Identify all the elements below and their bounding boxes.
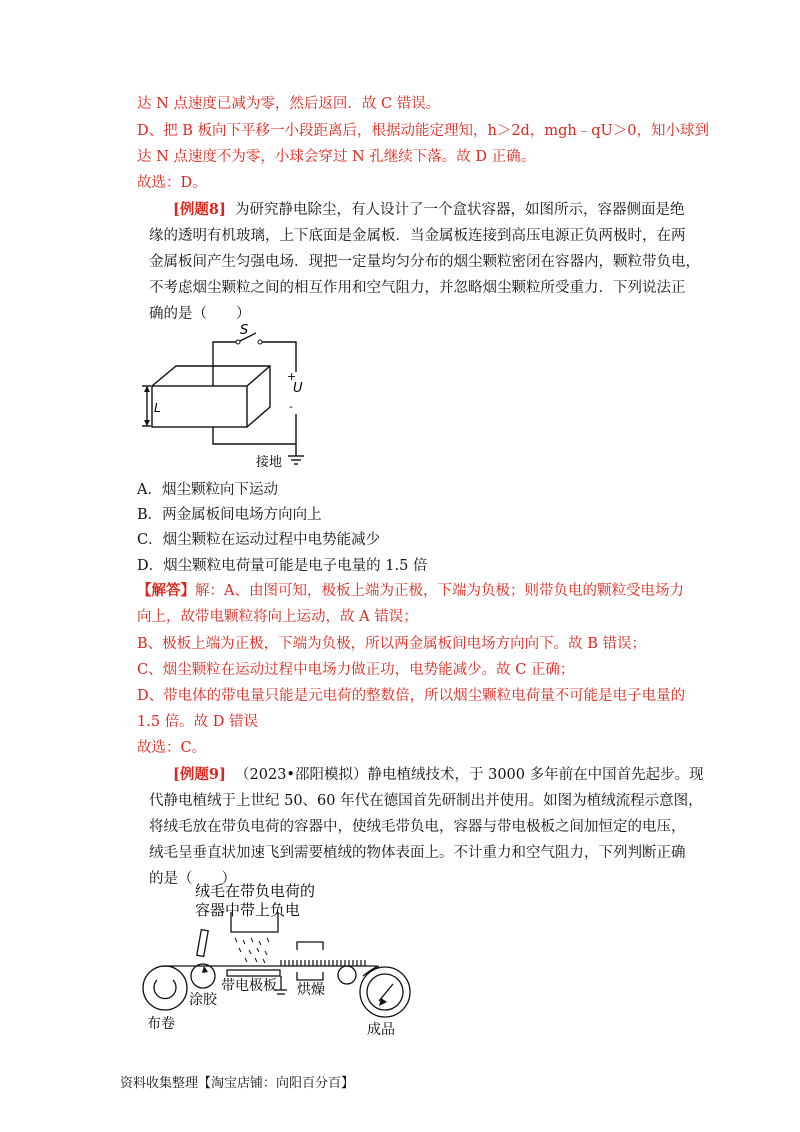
example-8-line: 缘的透明有机玻璃，上下底面是金属板．当金属板连接到高压电源正负两极时，在两 (149, 228, 686, 244)
page-footer: 资料收集整理【淘宝店铺：向阳百分百】 (120, 1076, 355, 1091)
text-line: D、把 B 板向下平移一小段距离后，根据动能定理知，h＞2d，mgh﹣qU＞0，知小球到 (137, 123, 709, 139)
option-c: C．烟尘颗粒在运动过程中电势能减少 (137, 532, 381, 548)
voltage-label: U (293, 381, 303, 396)
answer-line: 故选：D。 (137, 175, 207, 191)
example-9-tag: [例题9] (173, 766, 226, 783)
length-label: L (154, 401, 161, 415)
solution-line: B、极板上端为正极，下端为负极，所以两金属板间电场方向向下。故 B 错误； (137, 636, 647, 652)
example-8-line: 不考虑烟尘颗粒之间的相互作用和空气阻力，并忽略烟尘颗粒所受重力．下列说法正 (149, 280, 686, 296)
example-9-line: 将绒毛放在带负电荷的容器中，使绒毛带负电，容器与带电极板之间加恒定的电压， (149, 819, 686, 835)
example-8-first-line (173, 200, 685, 220)
option-b: B．两金属板间电场方向向上 (137, 507, 322, 523)
voltage-plus: + (287, 370, 297, 383)
solution-text: 解：A、由图可知，极板上端为正极，下端为负极；则带负电的颗粒受电场力 (195, 583, 684, 599)
solution-line: 1.5 倍。故 D 错误 (137, 714, 259, 730)
option-d: D．烟尘颗粒电荷量可能是电子电量的 1.5 倍 (137, 558, 428, 574)
glue-label: 涂胶 (189, 992, 217, 1008)
dryer-label: 烘燥 (297, 982, 325, 998)
option-a: A．烟尘颗粒向下运动 (137, 482, 278, 498)
dust-box-figure (138, 322, 318, 472)
plate-label: 带电极板 (221, 978, 277, 994)
example-8-line: 金属板间产生匀强电场．现把一定量均匀分布的烟尘颗粒密闭在容器内，颗粒带负电， (149, 254, 700, 270)
example-8-line: 确的是（ ） (149, 306, 251, 322)
switch-label: S (240, 323, 249, 338)
flocking-process-figure (135, 880, 425, 1040)
example-9-text: （2023•邵阳模拟）静电植绒技术，于 3000 多年前在中国首先起步。现 (235, 767, 704, 783)
example-9-line: 代静电植绒于上世纪 50、60 年代在德国首先研制出并使用。如图为植绒流程示意图， (149, 793, 703, 809)
example-8-tag: [例题8] (173, 201, 226, 218)
voltage-minus: - (289, 400, 293, 413)
switch-contact (236, 340, 240, 344)
text-line: 达 N 点速度已减为零，然后返回．故 C 错误。 (137, 96, 441, 112)
text-line: 达 N 点速度不为零，小球会穿过 N 孔继续下落。故 D 正确。 (137, 149, 536, 165)
switch-contact (258, 340, 262, 344)
solution-tag: 【解答】 (137, 582, 195, 599)
example-9-first-line (173, 765, 704, 785)
answer-line: 故选：C。 (137, 740, 207, 756)
solution-line: C、烟尘颗粒在运动过程中电场力做正功，电势能减少。故 C 正确； (137, 662, 575, 678)
caption-line-2: 容器中带上负电 (195, 901, 301, 919)
example-8-text: 为研究静电除尘，有人设计了一个盒状容器，如图所示，容器侧面是绝 (235, 202, 685, 218)
solution-line: 向上，故带电颗粒将向上运动，故 A 错误； (137, 609, 418, 625)
roll-label: 布卷 (147, 1016, 175, 1032)
solution-first-line (137, 581, 684, 601)
flock-fibers (235, 938, 269, 963)
example-9-line: 绒毛呈垂直状加速飞到需要植绒的物体表面上。不计重力和空气阻力，下列判断正确 (149, 845, 686, 861)
caption-line-1: 绒毛在带负电荷的 (195, 882, 316, 900)
product-label: 成品 (367, 1022, 395, 1038)
flocked-surface (281, 960, 365, 966)
ground-label: 接地 (256, 455, 283, 470)
example-9-line: 的是（ ） (149, 871, 236, 887)
solution-line: D、带电体的带电量只能是元电荷的整数倍，所以烟尘颗粒电荷量不可能是电子电量的 (137, 688, 686, 704)
